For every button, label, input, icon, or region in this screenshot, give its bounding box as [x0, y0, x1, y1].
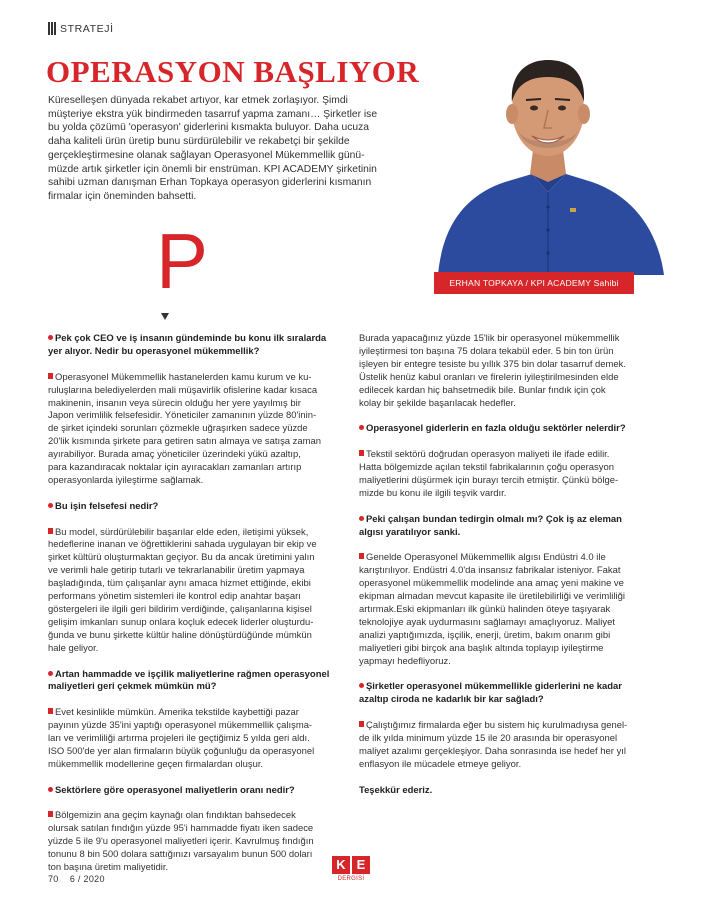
text-line: ayırabiliyor. Burada amaç yöneticiler üzerindeki yükü azaltıp,: [48, 449, 301, 461]
logo-letter-k: K: [332, 856, 350, 874]
text-line: Bu işin felsefesi nedir?: [55, 500, 159, 512]
answer-marker-icon: [359, 450, 364, 456]
text-line: maliyetleri geri çekmek mümkün mü?: [48, 681, 217, 693]
text-line: performans yönetim sistemleri ile kontrol edip anahtar başarı: [48, 591, 301, 603]
question-bullet-icon: [48, 503, 53, 508]
interview-question: [359, 681, 661, 707]
intro-line: müzde artık şirketler için önemli bir enstrüman. KPI ACADEMY şirketinin: [48, 163, 377, 175]
text-line: de ilk yılda minimum yüzde 15 ile 20 arasında bir operasyonel: [359, 733, 618, 744]
text-line: Çalıştığımız firmalarda eğer bu sistem hiç kurulmadıysa genel-: [366, 720, 628, 732]
portrait-illustration: [420, 32, 675, 275]
text-line: ton başına üretim maliyetidir.: [48, 862, 169, 874]
text-line: enflasyon ile mücadele etmeye geliyor.: [359, 758, 522, 770]
text-line: yüzde 5 ile 9'u operasyonel maliyetleri içerir. Kavrulmuş fındığın: [48, 836, 314, 848]
drop-cap: P: [156, 217, 209, 305]
text-line: başladığında, tüm çalışanlar aynı amaca hizmet ettiğinde, ekibi: [48, 578, 311, 590]
issue-date: 6 / 2020: [69, 874, 105, 884]
text-line: teknolojiye ayak uydurmasını sağlamayı amaçlıyoruz. Maliyet: [359, 616, 615, 628]
interview-answer: [359, 720, 661, 772]
closing-line: [359, 785, 661, 798]
text-line: Genelde Operasyonel Mükemmellik algısı Endüstri 4.0 ile: [366, 552, 606, 564]
text-line: maliyet azalımı gerçekleşiyor. Daha sonrasında ise hedef her yıl: [359, 745, 627, 757]
intro-line: bu yolda çözümü 'operasyon' giderlerini kısmakta buluyor. Daha ucuza: [48, 122, 370, 134]
text-line: şirket kültürü oluşturmaktan geçiyor. Bu da ancak üretimini yalın: [48, 552, 315, 564]
text-line: mükemmellik modellerine geçen firmalardan oluşur.: [48, 758, 264, 770]
intro-line: gerçekleştirmesine olanak sağlayan Operasyonel Mükemmellik günü-: [48, 149, 365, 161]
interview-question: [359, 423, 661, 436]
text-line: gelişim imkanları sunup onlara koçluk edecek liderler oluşturdu-: [48, 616, 314, 628]
text-line: Burada yapacağınız yüzde 15'lik bir operasyonel mükemmellik: [359, 333, 620, 344]
photo-caption: ERHAN TOPKAYA / KPI ACADEMY Sahibi: [434, 272, 634, 294]
interview-question: [48, 501, 344, 514]
text-line: para kazandıracak noktalar için ayıracakları zamanları artırıp: [48, 462, 302, 474]
text-line: Bu model, sürdürülebilir başarılar elde eden, iletişimi yüksek,: [55, 526, 309, 538]
question-bullet-icon: [48, 671, 53, 676]
text-line: Artan hammadde ve işçilik maliyetlerine rağmen operasyonel: [55, 668, 330, 680]
text-line: yapmayı hedefliyoruz.: [359, 655, 451, 667]
answer-marker-icon: [48, 373, 53, 379]
text-line: edilecek kardan hiç bahsetmedik bile. Bunlar fındık için çok: [359, 384, 606, 396]
answer-marker-icon: [48, 708, 53, 714]
text-line: yer alıyor. Nedir bu operasyonel mükemmellik?: [48, 345, 260, 357]
arrow-down-icon: [161, 313, 169, 320]
magazine-logo: [332, 856, 370, 886]
text-line: makinenin, insanın veya sürecin olduğu her yere yayılmış bir: [48, 397, 301, 409]
text-line: algısı yaratılıyor sanki.: [359, 526, 461, 538]
article-title: OPERASYON BAŞLIYOR: [46, 54, 420, 89]
text-line: operasyonlarda iyileştirme sağlamak.: [48, 474, 204, 486]
text-line: ve verimli hale getirip tutarlı ve tekrarlanabilir üretim yapmaya: [48, 565, 305, 577]
text-line: de şirket içindeki sorunları çözmekle uğraşırken sadece yüzde: [48, 423, 308, 435]
question-bullet-icon: [359, 683, 364, 688]
interview-answer: [48, 707, 344, 772]
question-bullet-icon: [48, 335, 53, 340]
text-line: ISO 500'de yer alan firmaların büyük çoğunluğu da operasyonel: [48, 745, 315, 757]
section-tag: [48, 22, 114, 35]
intro-line: Küreselleşen dünyada rekabet artıyor, kar etmek zorlaşıyor. Şimdi: [48, 95, 348, 106]
text-line: iyileştirmesi ton başına 75 dolara tekabül eder. 5 bin ton ürün: [359, 345, 614, 357]
interview-question: [48, 333, 344, 359]
text-line: karıştırılıyor. Endüstri 4.0'da insansız fabrikalar isteniyor. Fakat: [359, 565, 621, 577]
text-line: payının yüzde 35'ini yaptığı operasyonel mükemmellik çalışma-: [48, 720, 313, 732]
text-line: hale geliyor.: [48, 642, 99, 654]
text-line: olursak satılan fındığın yüzde 95'i hammadde fiyatı iken sadece: [48, 823, 314, 835]
page-footer: [48, 874, 105, 884]
text-line: operasyonel mükemmellik modelinde ana amaç yeni makine ve: [359, 578, 624, 590]
text-line: Japon verimlilik felsefesidir. Yöneticiler zamanının yüzde 80'inin-: [48, 410, 317, 422]
text-line: azaltıp ciroda ne kadarlık bir kar sağladı?: [359, 694, 544, 706]
text-line: Operasyonel Mükemmellik hastanelerden kamu kurum ve ku-: [55, 371, 312, 383]
text-line: Sektörlere göre operasyonel maliyetlerin oranı nedir?: [55, 784, 295, 796]
text-line: Peki çalışan bundan tedirgin olmalı mı? Çok iş az eleman: [366, 513, 622, 525]
right-column: [359, 333, 661, 810]
question-bullet-icon: [359, 516, 364, 521]
section-label: STRATEJİ: [60, 22, 114, 35]
question-bullet-icon: [48, 787, 53, 792]
text-line: işleyen bir entegre tesiste bu yıllık 375 bin dolar tasarruf demek.: [359, 358, 627, 370]
interview-question: [359, 514, 661, 540]
text-line: Hatta bölgemizde açılan tekstil fabrikalarının çoğu operasyon: [359, 462, 614, 474]
left-column: [48, 333, 344, 888]
text-line: kolay bir şekilde başarılacak hedefler.: [359, 397, 516, 409]
text-line: analizi yaptığımızda, işçilik, enerji, üretim, bakım onarım gibi: [359, 629, 611, 641]
interview-answer: [48, 527, 344, 656]
intro-line: daha kaliteli ürün üretip bunu sürdürülebilir ve rekabetçi bir şekilde: [48, 136, 350, 148]
interview-answer: [48, 372, 344, 488]
section-bars-icon: [48, 22, 56, 35]
intro-line: müşteriye ekstra yük bindirmeden tasarruf yapma zamanı… Şirketler ise: [48, 108, 378, 120]
text-line: maliyetlerini düşürmek için burayı tercih etmiştir. Çünkü bölge-: [359, 474, 619, 486]
text-line: Şirketler operasyonel mükemmellikle giderlerini ne kadar: [366, 681, 622, 693]
text-line: ğunda ve bunu şirkette kültür haline dönüştürdüğünde mümkün: [48, 629, 312, 641]
text-line: artırmak.Eski ekipmanları ilk günkü halinden öteye taşıyarak: [359, 603, 611, 615]
text-line: mizde bu konu ile ilgili teşvik vardır.: [359, 487, 507, 499]
text-line: ları ve verimliliği artırma projeleri ile geçtiğimiz 5 yılda geri aldı.: [48, 733, 310, 745]
text-line: ruluşlarına belediyelerden mali müşavirlik ofislerine kadar kısaca: [48, 384, 318, 396]
text-line: tonunu 8 bin 500 dolara sattığınızı varsayalım bunun 500 doları: [48, 849, 313, 861]
interview-answer: [359, 552, 661, 668]
interview-question: [48, 785, 344, 798]
interview-answer: [48, 810, 344, 875]
text-line: Evet kesinlikle mümkün. Amerika tekstilde kaybettiği pazar: [55, 707, 299, 719]
text-line: 20'lik kısmında şirkete para getiren satın almaya ve satışa zaman: [48, 436, 321, 448]
interview-question: [48, 669, 344, 695]
article-intro: [48, 94, 388, 204]
answer-marker-icon: [48, 528, 53, 534]
page-number: 70: [48, 874, 59, 884]
text-line: göstergeleri ile ilgili geri bildirim verdiğinde, çalışanlarına kişisel: [48, 603, 312, 615]
logo-letter-e: E: [352, 856, 370, 874]
text-line: Üstelik henüz kabul oranları ve firelerin iyileştirilmesinden elde: [359, 371, 619, 383]
text-line: Pek çok CEO ve iş insanın gündeminde bu konu ilk sıralarda: [55, 333, 327, 344]
intro-line: firmalar için öneminden bahsetti.: [48, 190, 197, 202]
text-line: Tekstil sektörü doğrudan operasyon maliyeti ile ifade edilir.: [366, 449, 610, 461]
answer-continuation: [359, 333, 661, 410]
answer-marker-icon: [359, 553, 364, 559]
intro-line: sahibi uzman danışman Erhan Topkaya operasyon giderlerini kısmanın: [48, 177, 372, 189]
question-bullet-icon: [359, 425, 364, 430]
text-line: ekipman almadan mevcut kapasite ile üretilebilirliği ve verimliliği: [359, 591, 625, 603]
text-line: Operasyonel giderlerin en fazla olduğu sektörler nelerdir?: [366, 423, 626, 435]
text-line: Teşekkür ederiz.: [359, 784, 433, 796]
logo-subtitle: DERGİSİ: [337, 876, 365, 882]
text-line: hedeflerine inanan ve öğrettiklerini sahada uygulayan bir ekip ve: [48, 539, 317, 551]
answer-marker-icon: [48, 811, 53, 817]
portrait-photo: [420, 32, 675, 275]
text-line: maliyetleri gibi birçok ana başlık altında toplayıp iyileştirme: [359, 642, 604, 654]
interview-answer: [359, 449, 661, 501]
answer-marker-icon: [359, 721, 364, 727]
text-line: Bölgemizin ana geçim kaynağı olan fındıktan bahsedecek: [55, 810, 296, 822]
